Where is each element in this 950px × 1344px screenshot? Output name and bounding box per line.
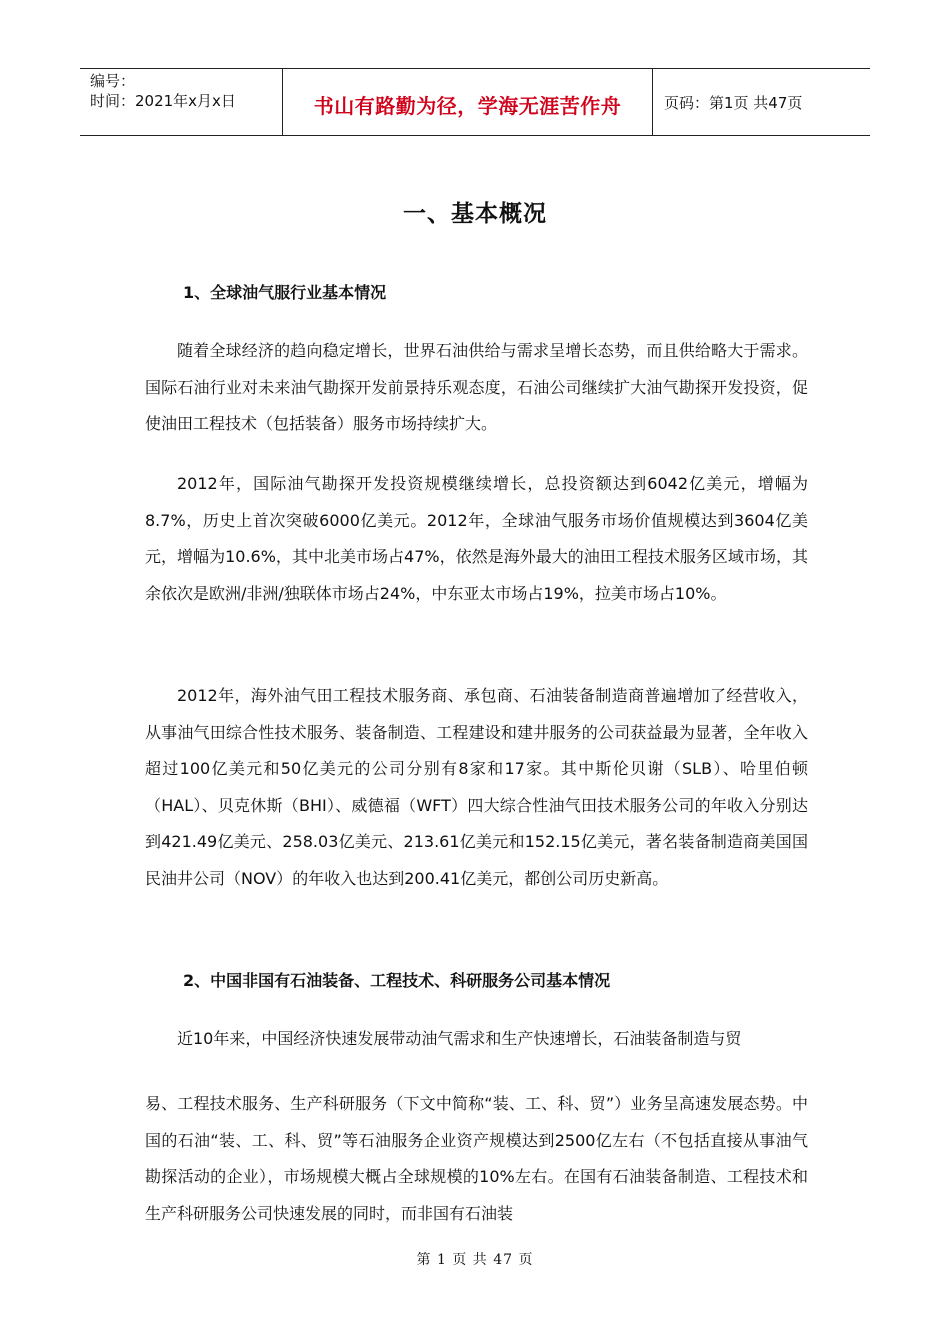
document-number: 编号： [90,72,136,90]
header-top-rule [80,68,870,69]
page-info: 页码：第1页 共47页 [664,94,803,112]
header-divider-right [652,68,653,136]
document-date: 时间：2021年x月x日 [90,92,236,110]
paragraph: 2012年，海外油气田工程技术服务商、承包商、石油装备制造商普遍增加了经营收入，从事油气田综合性技术服务、装备制造、工程建设和建井服务的公司获益最为显著，全年收入超过100亿美元和50亿美元的公司分别有8家和17家。其中斯伦贝谢（SLB）、哈里伯顿（HAL）、贝克休斯（BHI）、威德福（WFT）四大综合性油气田技术服务公司的年收入分别达到421.49亿美元、258.03亿美元、213.61亿美元和152.15亿美元，著名装备制造商美国国民油井公司（NOV）的年收入也达到200.41亿美元，都创公司历史新高。 [145,686,808,888]
paragraph: 2012年，国际油气勘探开发投资规模继续增长，总投资额达到6042亿美元，增幅为8.7%，历史上首次突破6000亿美元。2012年，全球油气服务市场价值规模达到3604亿美元，增幅为10.6%，其中北美市场占47%，依然是海外最大的油田工程技术服务区域市场，其余依次是欧洲/非洲/独联体市场占24%，中东亚太市场占19%，拉美市场占10%。 [145,474,808,603]
header-bottom-rule [80,135,870,136]
page-title: 一、基本概况 [403,201,547,227]
page-footer: 第 1 页 共 47 页 [416,1252,534,1268]
paragraph: 随着全球经济的趋向稳定增长，世界石油供给与需求呈增长态势，而且供给略大于需求。国际石油行业对未来油气勘探开发前景持乐观态度，石油公司继续扩大油气勘探开发投资，促使油田工程技术（包括装备）服务市场持续扩大。 [145,341,808,433]
paragraph: 易、工程技术服务、生产科研服务（下文中简称“装、工、科、贸”）业务呈高速发展态势。中国的石油“装、工、科、贸”等石油服务企业资产规模达到2500亿左右（不包括直接从事油气勘探活动的企业），市场规模大概占全球规模的10%左右。在国有石油装备制造、工程技术和生产科研服务公司快速发展的同时，而非国有石油装 [145,1094,808,1223]
paragraph: 近10年来，中国经济快速发展带动油气需求和生产快速增长，石油装备制造与贸 [177,1029,742,1048]
section-heading: 2、中国非国有石油装备、工程技术、科研服务公司基本情况 [183,971,611,990]
section-heading: 1、全球油气服行业基本情况 [183,283,387,302]
header-motto: 书山有路勤为径，学海无涯苦作舟 [313,94,622,118]
